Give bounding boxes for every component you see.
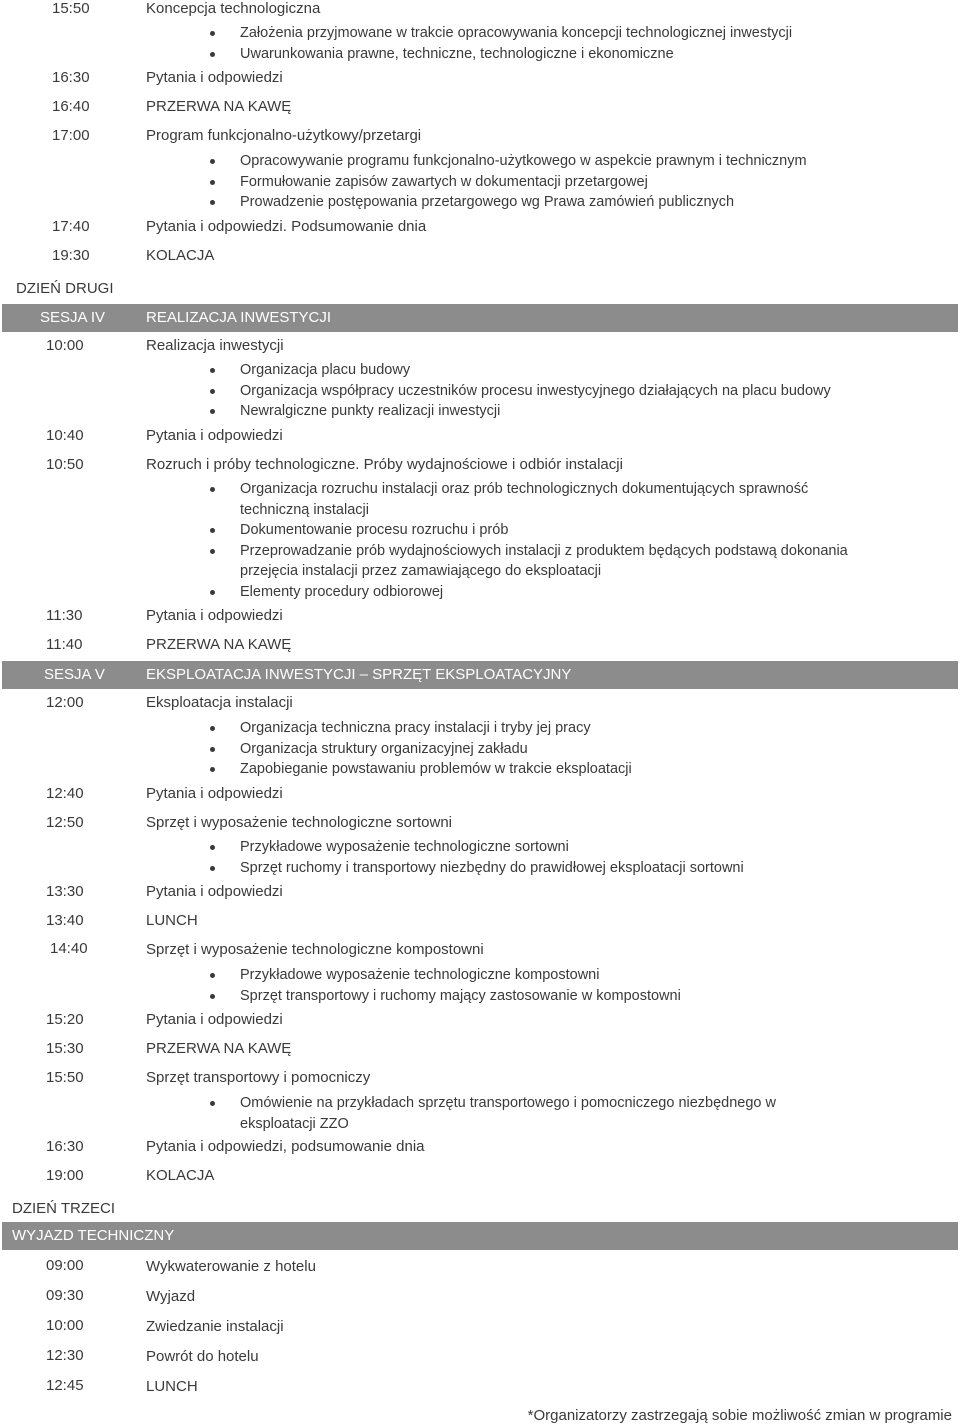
bullet-item: Przeprowadzanie prób wydajnościowych instalacji z produktem będących podstawą dokonania przejęcia instalacji przez zamawiającego do eksploatacji xyxy=(210,541,880,582)
day-heading: DZIEŃ TRZECI xyxy=(12,1200,116,1217)
time: 19:30 xyxy=(52,247,90,264)
time: 17:00 xyxy=(52,127,90,144)
footnote: *Organizatorzy zastrzegają sobie możliwość zmian w programie xyxy=(527,1407,952,1424)
bullet-list xyxy=(210,1093,840,1134)
item-title: Pytania i odpowiedzi. Podsumowanie dnia xyxy=(146,218,427,235)
bullet-list xyxy=(210,718,632,780)
item-title: Sprzęt i wyposażenie technologiczne kompostowni xyxy=(146,941,484,958)
time: 15:30 xyxy=(46,1040,84,1057)
time: 14:40 xyxy=(50,940,88,957)
time: 11:30 xyxy=(46,607,83,624)
time: 15:20 xyxy=(46,1011,84,1028)
item-title: Powrót do hotelu xyxy=(146,1348,259,1365)
time: 12:00 xyxy=(46,694,84,711)
bullet-item: Przykładowe wyposażenie technologiczne sortowni xyxy=(210,837,744,858)
item-title: Eksploatacja instalacji xyxy=(146,694,293,711)
item-title: KOLACJA xyxy=(146,247,215,264)
time: 17:40 xyxy=(52,218,90,235)
item-title: PRZERWA NA KAWĘ xyxy=(146,636,292,653)
session-band xyxy=(2,304,958,332)
item-title: LUNCH xyxy=(146,912,198,929)
session-band xyxy=(2,661,958,689)
time: 16:40 xyxy=(52,98,90,115)
item-title: PRZERWA NA KAWĘ xyxy=(146,98,292,115)
item-title: Wykwaterowanie z hotelu xyxy=(146,1258,316,1275)
item-title: Pytania i odpowiedzi xyxy=(146,785,283,802)
bullet-item: Opracowywanie programu funkcjonalno-użytkowego w aspekcie prawnym i technicznym xyxy=(210,151,807,172)
bullet-item: Sprzęt ruchomy i transportowy niezbędny do prawidłowej eksploatacji sortowni xyxy=(210,858,744,879)
session-label: SESJA IV xyxy=(40,309,106,326)
time: 19:00 xyxy=(46,1167,84,1184)
bullet-item: Elementy procedury odbiorowej xyxy=(210,582,880,603)
item-title: Sprzęt i wyposażenie technologiczne sortowni xyxy=(146,814,452,831)
day-heading: DZIEŃ DRUGI xyxy=(16,280,114,297)
time: 12:50 xyxy=(46,814,84,831)
bullet-list xyxy=(210,151,807,213)
bullet-item: Sprzęt transportowy i ruchomy mający zastosowanie w kompostowni xyxy=(210,986,681,1007)
bullet-item: Uwarunkowania prawne, techniczne, technologiczne i ekonomiczne xyxy=(210,44,792,65)
bullet-list xyxy=(210,965,681,1006)
bullet-item: Organizacja rozruchu instalacji oraz prób technologicznych dokumentujących sprawność techniczną instalacji xyxy=(210,479,880,520)
session-label: SESJA V xyxy=(44,666,105,683)
bullet-item: Formułowanie zapisów zawartych w dokumentacji przetargowej xyxy=(210,172,807,193)
bullet-item: Omówienie na przykładach sprzętu transportowego i pomocniczego niezbędnego w eksploatacji ZZO xyxy=(210,1093,840,1134)
item-title: KOLACJA xyxy=(146,1167,215,1184)
bullet-item: Zapobieganie powstawaniu problemów w trakcie eksploatacji xyxy=(210,759,632,780)
time: 10:40 xyxy=(46,427,84,444)
time: 12:30 xyxy=(46,1347,84,1364)
time: 15:50 xyxy=(52,0,90,17)
item-title: Program funkcjonalno-użytkowy/przetargi xyxy=(146,127,422,144)
time: 09:30 xyxy=(46,1287,84,1304)
item-title: Pytania i odpowiedzi xyxy=(146,1011,283,1028)
item-title: Pytania i odpowiedzi xyxy=(146,607,283,624)
bullet-list xyxy=(210,360,831,422)
time: 09:00 xyxy=(46,1257,84,1274)
item-title: Pytania i odpowiedzi xyxy=(146,69,283,86)
item-title: Pytania i odpowiedzi, podsumowanie dnia xyxy=(146,1138,425,1155)
bullet-item: Prowadzenie postępowania przetargowego wg Prawa zamówień publicznych xyxy=(210,192,807,213)
bullet-list xyxy=(210,23,792,64)
bullet-list xyxy=(210,837,744,878)
bullet-item: Organizacja współpracy uczestników procesu inwestycyjnego działających na placu budowy xyxy=(210,381,831,402)
time: 10:50 xyxy=(46,456,84,473)
item-title: Koncepcja technologiczna xyxy=(146,0,321,17)
item-title: Pytania i odpowiedzi xyxy=(146,883,283,900)
bullet-item: Organizacja struktury organizacyjnej zakładu xyxy=(210,739,632,760)
item-title: Wyjazd xyxy=(146,1288,196,1305)
time: 10:00 xyxy=(46,337,84,354)
trip-band xyxy=(2,1222,958,1250)
time: 12:40 xyxy=(46,785,84,802)
item-title: Pytania i odpowiedzi xyxy=(146,427,283,444)
time: 15:50 xyxy=(46,1069,84,1086)
item-title: LUNCH xyxy=(146,1378,198,1395)
time: 13:40 xyxy=(46,912,84,929)
item-title: Zwiedzanie instalacji xyxy=(146,1318,284,1335)
item-title: PRZERWA NA KAWĘ xyxy=(146,1040,292,1057)
trip-label: WYJAZD TECHNICZNY xyxy=(12,1227,175,1244)
item-title: Rozruch i próby technologiczne. Próby wydajnościowe i odbiór instalacji xyxy=(146,456,623,473)
bullet-item: Założenia przyjmowane w trakcie opracowywania koncepcji technologicznej inwestycji xyxy=(210,23,792,44)
time: 16:30 xyxy=(52,69,90,86)
time: 12:45 xyxy=(46,1377,84,1394)
time: 11:40 xyxy=(46,636,83,653)
session-title: REALIZACJA INWESTYCJI xyxy=(146,309,332,326)
time: 10:00 xyxy=(46,1317,84,1334)
session-title: EKSPLOATACJA INWESTYCJI – SPRZĘT EKSPLOATACYJNY xyxy=(146,666,572,683)
bullet-item: Organizacja techniczna pracy instalacji i tryby jej pracy xyxy=(210,718,632,739)
bullet-item: Przykładowe wyposażenie technologiczne kompostowni xyxy=(210,965,681,986)
bullet-item: Organizacja placu budowy xyxy=(210,360,831,381)
time: 16:30 xyxy=(46,1138,84,1155)
time: 13:30 xyxy=(46,883,84,900)
item-title: Sprzęt transportowy i pomocniczy xyxy=(146,1069,371,1086)
bullet-item: Dokumentowanie procesu rozruchu i prób xyxy=(210,520,880,541)
item-title: Realizacja inwestycji xyxy=(146,337,284,354)
bullet-list xyxy=(210,479,880,602)
bullet-item: Newralgiczne punkty realizacji inwestycji xyxy=(210,401,831,422)
